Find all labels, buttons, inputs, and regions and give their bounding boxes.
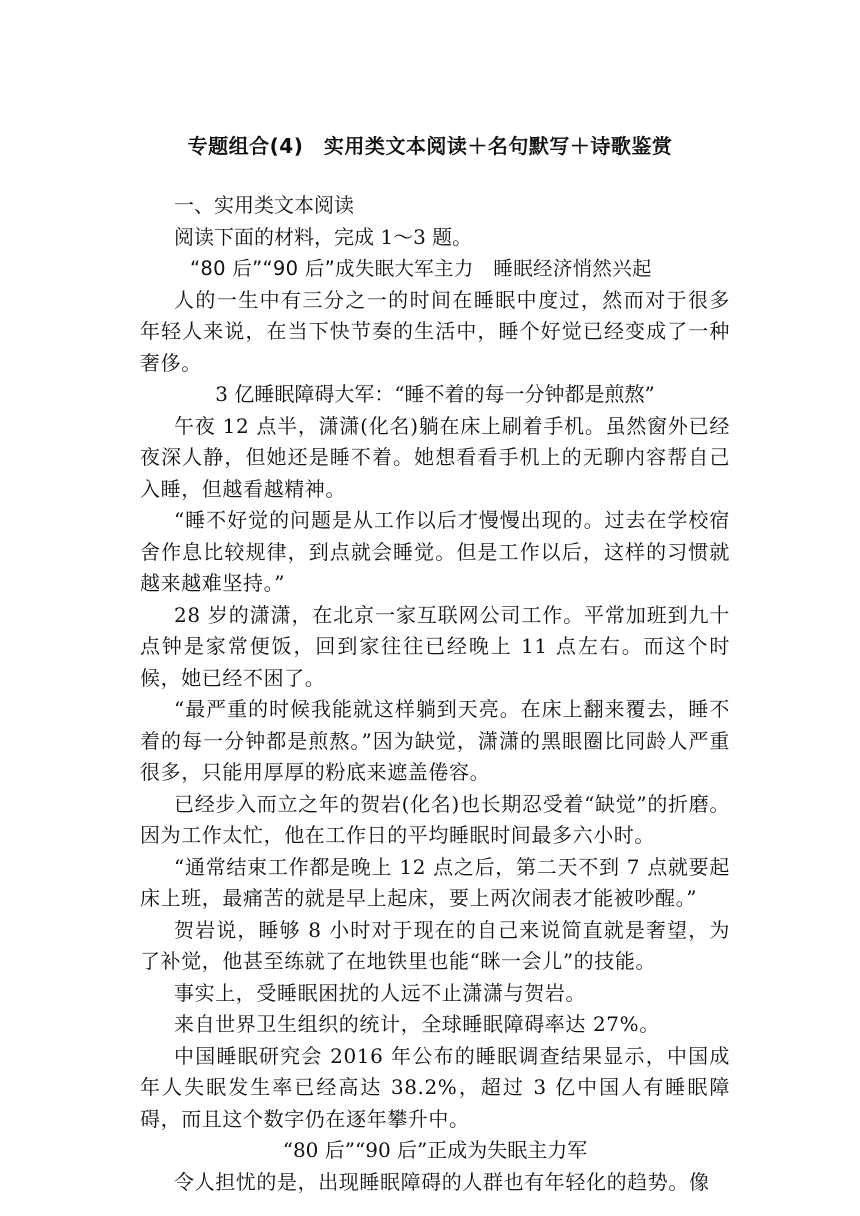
article-title: “80 后”“90 后”成失眠大军主力 睡眠经济悄然兴起 xyxy=(190,257,652,280)
paragraph: 午夜 12 点半，潇潇(化名)躺在床上刷着手机。虽然窗外已经夜深人静，但她还是睡不着。她想看看手机上的无聊内容帮自己入睡，但越看越精神。 xyxy=(140,413,730,501)
paragraph: 人的一生中有三分之一的时间在睡眠中度过，然而对于很多年轻人来说，在当下快节奏的生活中，睡个好觉已经变成了一种奢侈。 xyxy=(140,287,730,375)
paragraph: 贺岩说，睡够 8 小时对于现在的自己来说简直就是奢望，为了补觉，他甚至练就了在地铁里也能“眯一会儿”的技能。 xyxy=(140,917,730,973)
paragraph: 来自世界卫生组织的统计，全球睡眠障碍率达 27%。 xyxy=(174,1012,660,1036)
reading-instruction: 阅读下面的材料，完成 1～3 题。 xyxy=(174,224,473,249)
paragraph: 事实上，受睡眠困扰的人远不止潇潇与贺岩。 xyxy=(174,980,586,1005)
page-title: 专题组合(4) 实用类文本阅读＋名句默写＋诗歌鉴赏 xyxy=(187,134,673,158)
paragraph: 中国睡眠研究会 2016 年公布的睡眠调查结果显示，中国成年人失眠发生率已经高达 38.2%，超过 3 亿中国人有睡眠障碍，而且这个数字仍在逐年攀升中。 xyxy=(140,1043,730,1131)
section-heading: 一、实用类文本阅读 xyxy=(174,193,354,217)
paragraph: “通常结束工作都是晚上 12 点之后，第二天不到 7 点就要起床上班，最痛苦的就是早上起床，要上两次闹表才能被吵醒。” xyxy=(140,854,730,910)
paragraph: “睡不好觉的问题是从工作以后才慢慢出现的。过去在学校宿舍作息比较规律，到点就会睡觉。但是工作以后，这样的习惯就越来越难坚持。” xyxy=(140,508,730,595)
paragraph: “最严重的时候我能就这样躺到天亮。在床上翻来覆去，睡不着的每一分钟都是煎熬。”因为缺觉，潇潇的黑眼圈比同龄人严重很多，只能用厚厚的粉底来遮盖倦容。 xyxy=(140,697,730,784)
article-subheading: “80 后”“90 后”正成为失眠主力军 xyxy=(282,1138,588,1162)
document-body xyxy=(140,190,730,1198)
paragraph: 令人担忧的是，出现睡眠障碍的人群也有年轻化的趋势。像 xyxy=(174,1169,710,1194)
paragraph: 28 岁的潇潇，在北京一家互联网公司工作。平常加班到九十点钟是家常便饭，回到家往往已经晚上 11 点左右。而这个时候，她已经不困了。 xyxy=(140,602,730,690)
paragraph: 已经步入而立之年的贺岩(化名)也长期忍受着“缺觉”的折磨。因为工作太忙，他在工作日的平均睡眠时间最多六小时。 xyxy=(140,791,730,847)
article-subheading: 3 亿睡眠障碍大军：“睡不着的每一分钟都是煎熬” xyxy=(215,382,655,406)
